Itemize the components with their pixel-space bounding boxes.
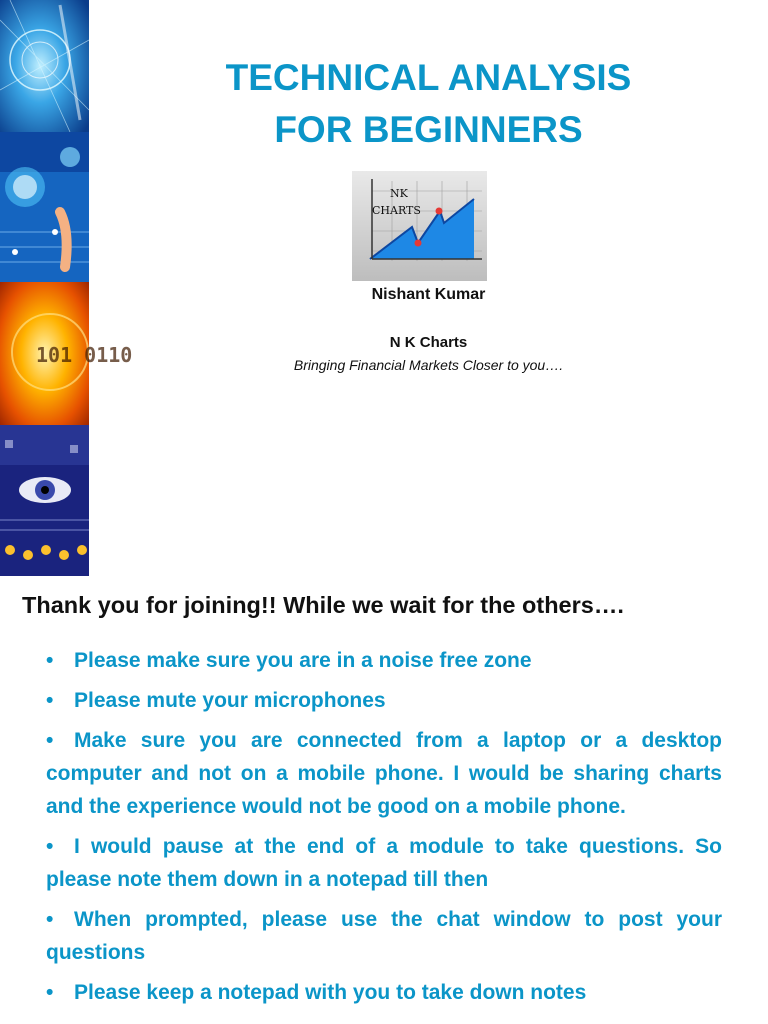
list-item-text: I would pause at the end of a module to take questions. So please note them down in a notepad till then: [46, 835, 722, 891]
strip-binary-text: 101 0110: [36, 343, 133, 367]
logo-text-nk: NK: [390, 187, 408, 200]
logo-text-charts: CHARTS: [372, 204, 421, 217]
bullet-dot: •: [46, 729, 54, 752]
list-item: [46, 644, 722, 677]
list-item: [46, 724, 722, 823]
bullet-dot: •: [46, 689, 54, 712]
list-item-text: Please mute your microphones: [74, 689, 386, 712]
list-item-text: Please make sure you are in a noise free zone: [74, 649, 532, 672]
list-item-text: Make sure you are connected from a laptop or a desktop computer and not on a mobile phone. I would be sharing charts and the experience would not be good on a mobile phone.: [46, 729, 722, 818]
welcome-heading: Thank you for joining!! While we wait for the others….: [22, 592, 624, 618]
list-item: [46, 903, 722, 969]
company-tagline: Bringing Financial Markets Closer to you….: [293, 357, 564, 373]
slide-title: [89, 52, 768, 156]
instructions-list: [46, 644, 722, 1016]
list-item: [46, 976, 722, 1009]
list-item-text: Please keep a notepad with you to take down notes: [74, 981, 587, 1004]
list-item: [46, 830, 722, 896]
decor-image-binary-orange: [0, 282, 133, 425]
title-line-1: TECHNICAL ANALYSIS: [225, 57, 632, 98]
list-item: [46, 684, 722, 717]
title-line-2: FOR BEGINNERS: [274, 109, 583, 150]
bullet-dot: •: [46, 908, 54, 931]
decor-image-tech-network: [0, 132, 89, 282]
author-name: Nishant Kumar: [371, 286, 486, 303]
nk-charts-logo: [352, 171, 487, 281]
list-item-text: When prompted, please use the chat window to post your questions: [46, 908, 722, 964]
company-name: N K Charts: [389, 334, 468, 351]
decor-image-circuit-blue: [0, 0, 89, 132]
decor-image-eye-digital: [0, 425, 89, 576]
bullet-dot: •: [46, 835, 54, 858]
bullet-dot: •: [46, 981, 54, 1004]
bullet-dot: •: [46, 649, 54, 672]
welcome-slide: [0, 576, 768, 1024]
